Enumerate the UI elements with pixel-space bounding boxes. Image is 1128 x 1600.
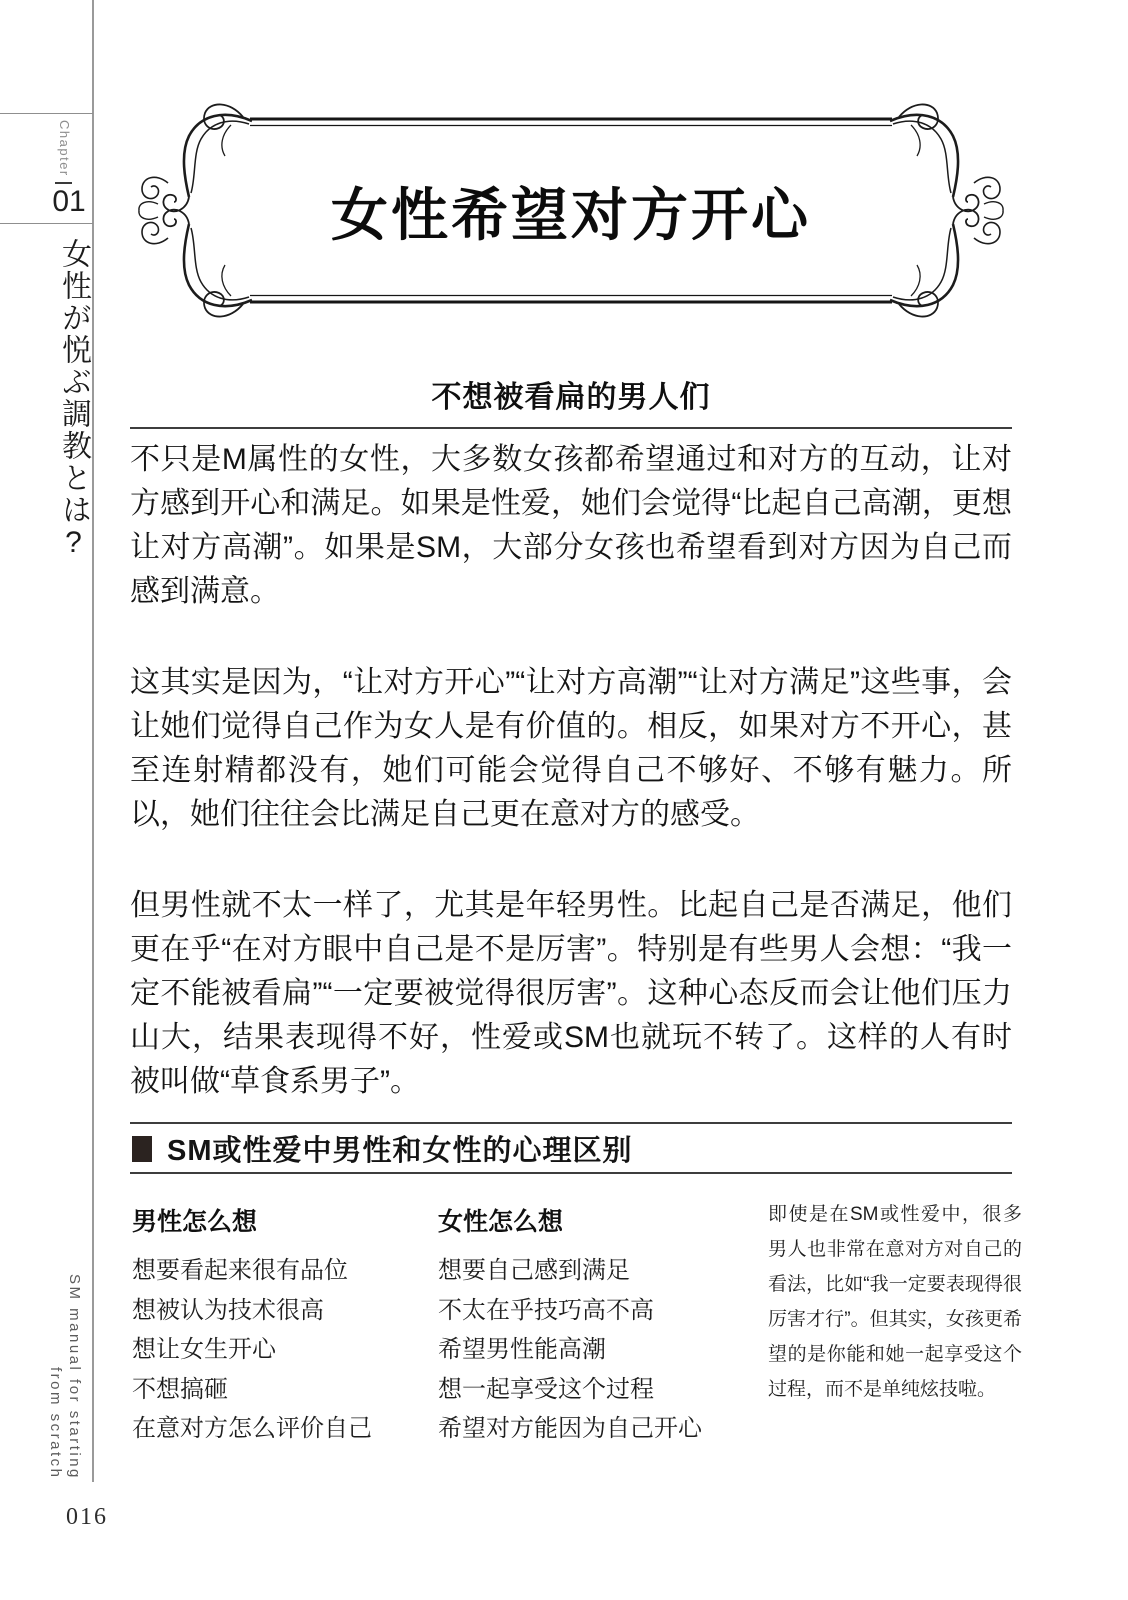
title-ornament-frame xyxy=(130,103,1012,321)
page-number: 016 xyxy=(66,1504,108,1530)
column-men-list xyxy=(132,1251,432,1449)
chapter-box-bottom-rule xyxy=(0,223,93,224)
list-item: 在意对方怎么评价自己 xyxy=(132,1415,372,1442)
chapter-number: 01 xyxy=(52,185,86,218)
list-item: 想让女生开心 xyxy=(132,1336,276,1363)
section-heading-rule xyxy=(130,427,1012,429)
column-women-header: 女性怎么想 xyxy=(438,1208,564,1236)
body-text xyxy=(130,438,1012,1104)
page-title: 女性希望对方开心 xyxy=(331,183,811,248)
section-heading: 不想被看扁的男人们 xyxy=(431,381,711,414)
comparison-header xyxy=(132,1128,1012,1169)
list-item: 希望对方能因为自己开心 xyxy=(438,1415,702,1442)
caption-line-1: SM manual for starting xyxy=(66,1274,83,1480)
list-item: 想一起享受这个过程 xyxy=(438,1375,654,1403)
column-men xyxy=(132,1202,432,1449)
column-women xyxy=(438,1202,768,1449)
comparison-side-note: 即使是在SM或性爱中，很多男人也非常在意对方对自己的看法，比如“我一定要表现得很厉害才行”。但其实，女孩更希望的是你能和她一起享受这个过程，而不是单纯炫技啦。 xyxy=(768,1204,1022,1400)
chapter-label: Chapter xyxy=(57,120,72,177)
filled-square-icon xyxy=(132,1136,152,1162)
comparison-top-rule xyxy=(130,1122,1012,1124)
chapter-box-top-rule xyxy=(0,113,93,114)
sidebar-chapter-title-vertical: 女性が悦ぶ調教とは? xyxy=(57,238,90,561)
paragraph-3: 但男性就不太一样了，尤其是年轻男性。比起自己是否满足，他们更在乎“在对方眼中自己是不是厉害”。特别是有些男人会想：“我一定不能被看扁”“一定要被觉得很厉害”。这种心态反而会让他们压力山大，结果表现得不好，性爱或SM也就玩不转了。这样的人有时被叫做“草食系男子”。 xyxy=(130,889,1012,1098)
list-item: 不太在乎技巧高不高 xyxy=(438,1296,654,1324)
list-item: 希望男性能高潮 xyxy=(438,1336,606,1363)
comparison-heading: SM或性爱中男性和女性的心理区别 xyxy=(167,1135,633,1167)
caption-line-2: from scratch xyxy=(47,1367,64,1480)
chapter-divider-dash xyxy=(55,182,72,184)
paragraph-2: 这其实是因为，“让对方开心”“让对方高潮”“让对方满足”这些事，会让她们觉得自己作为女人是有价值的。相反，如果对方不开心，甚至连射精都没有，她们可能会觉得自己不够好、不够有魅力。所以，她们往往会比满足自己更在意对方的感受。 xyxy=(130,666,1012,831)
list-item: 想被认为技术很高 xyxy=(132,1296,324,1324)
list-item: 想要看起来很有品位 xyxy=(132,1257,348,1284)
column-men-header: 男性怎么想 xyxy=(132,1208,258,1236)
paragraph-1: 不只是M属性的女性，大多数女孩都希望通过和对方的互动，让对方感到开心和满足。如果是性爱，她们会觉得“比起自己高潮，更想让对方高潮”。如果是SM，大部分女孩也希望看到对方因为自己而感到满意。 xyxy=(130,443,1012,608)
sidebar-book-caption xyxy=(46,1196,84,1480)
list-item: 不想搞砸 xyxy=(132,1375,228,1403)
comparison-bottom-rule xyxy=(130,1172,1012,1174)
column-women-list xyxy=(438,1251,768,1449)
list-item: 想要自己感到满足 xyxy=(438,1257,630,1284)
